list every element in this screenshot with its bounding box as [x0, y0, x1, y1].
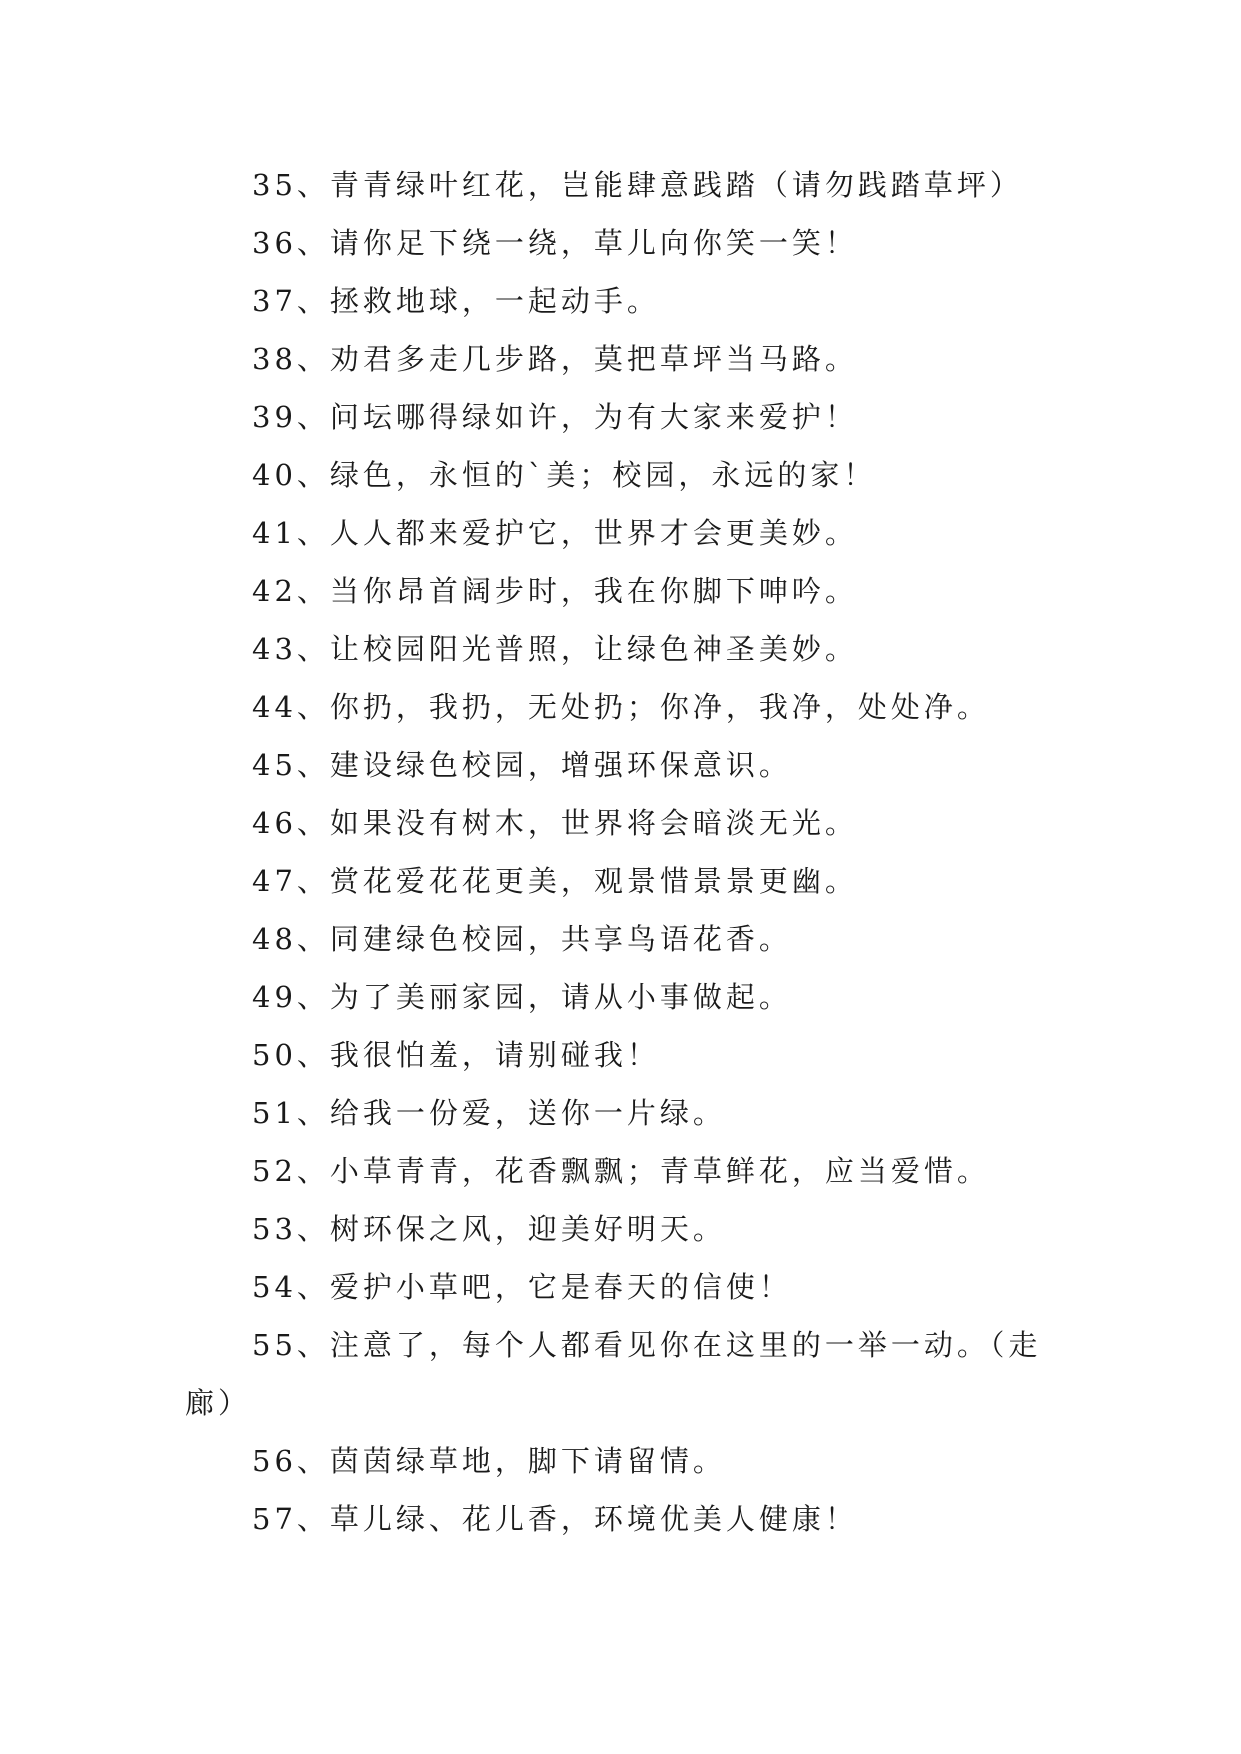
slogan-line: 36、请你足下绕一绕，草儿向你笑一笑！ — [252, 226, 858, 260]
slogan-line: 54、爱护小草吧，它是春天的信使！ — [252, 1270, 792, 1304]
slogan-line: 45、建设绿色校园，增强环保意识。 — [252, 748, 792, 782]
slogan-line: 51、给我一份爱，送你一片绿。 — [252, 1096, 726, 1130]
slogan-line: 38、劝君多走几步路，莫把草坪当马路。 — [252, 342, 858, 376]
slogan-line: 47、赏花爱花花更美，观景惜景景更幽。 — [252, 864, 858, 898]
slogan-line: 39、问坛哪得绿如许，为有大家来爱护！ — [252, 400, 858, 434]
slogan-line: 52、小草青青，花香飘飘；青草鲜花，应当爱惜。 — [252, 1154, 990, 1188]
slogan-line: 43、让校园阳光普照，让绿色神圣美妙。 — [252, 632, 858, 666]
slogan-line: 41、人人都来爱护它，世界才会更美妙。 — [252, 516, 858, 550]
slogan-line: 48、同建绿色校园，共享鸟语花香。 — [252, 922, 792, 956]
slogan-line: 37、拯救地球，一起动手。 — [252, 284, 660, 318]
slogan-line: 35、青青绿叶红花，岂能肆意践踏（请勿践踏草坪） — [252, 168, 1023, 202]
slogan-line: 44、你扔，我扔，无处扔；你净，我净，处处净。 — [252, 690, 990, 724]
slogan-line: 46、如果没有树木，世界将会暗淡无光。 — [252, 806, 858, 840]
slogan-line: 53、树环保之风，迎美好明天。 — [252, 1212, 726, 1246]
slogan-paragraph-wrapped — [185, 1316, 1055, 1432]
document-body — [185, 156, 1055, 1548]
slogan-line: 50、我很怕羞，请别碰我！ — [252, 1038, 660, 1072]
slogan-line: 40、绿色，永恒的`美；校园，永远的家！ — [252, 458, 877, 492]
slogan-line-first: 55、注意了，每个人都看见你在这里的一举一动。（走 — [252, 1328, 1042, 1362]
slogan-line: 57、草儿绿、花儿香，环境优美人健康！ — [252, 1502, 858, 1536]
slogan-line: 56、茵茵绿草地，脚下请留情。 — [252, 1444, 726, 1478]
slogan-line: 49、为了美丽家园，请从小事做起。 — [252, 980, 792, 1014]
slogan-line: 42、当你昂首阔步时，我在你脚下呻吟。 — [252, 574, 858, 608]
slogan-line-continuation: 廊） — [185, 1386, 252, 1420]
